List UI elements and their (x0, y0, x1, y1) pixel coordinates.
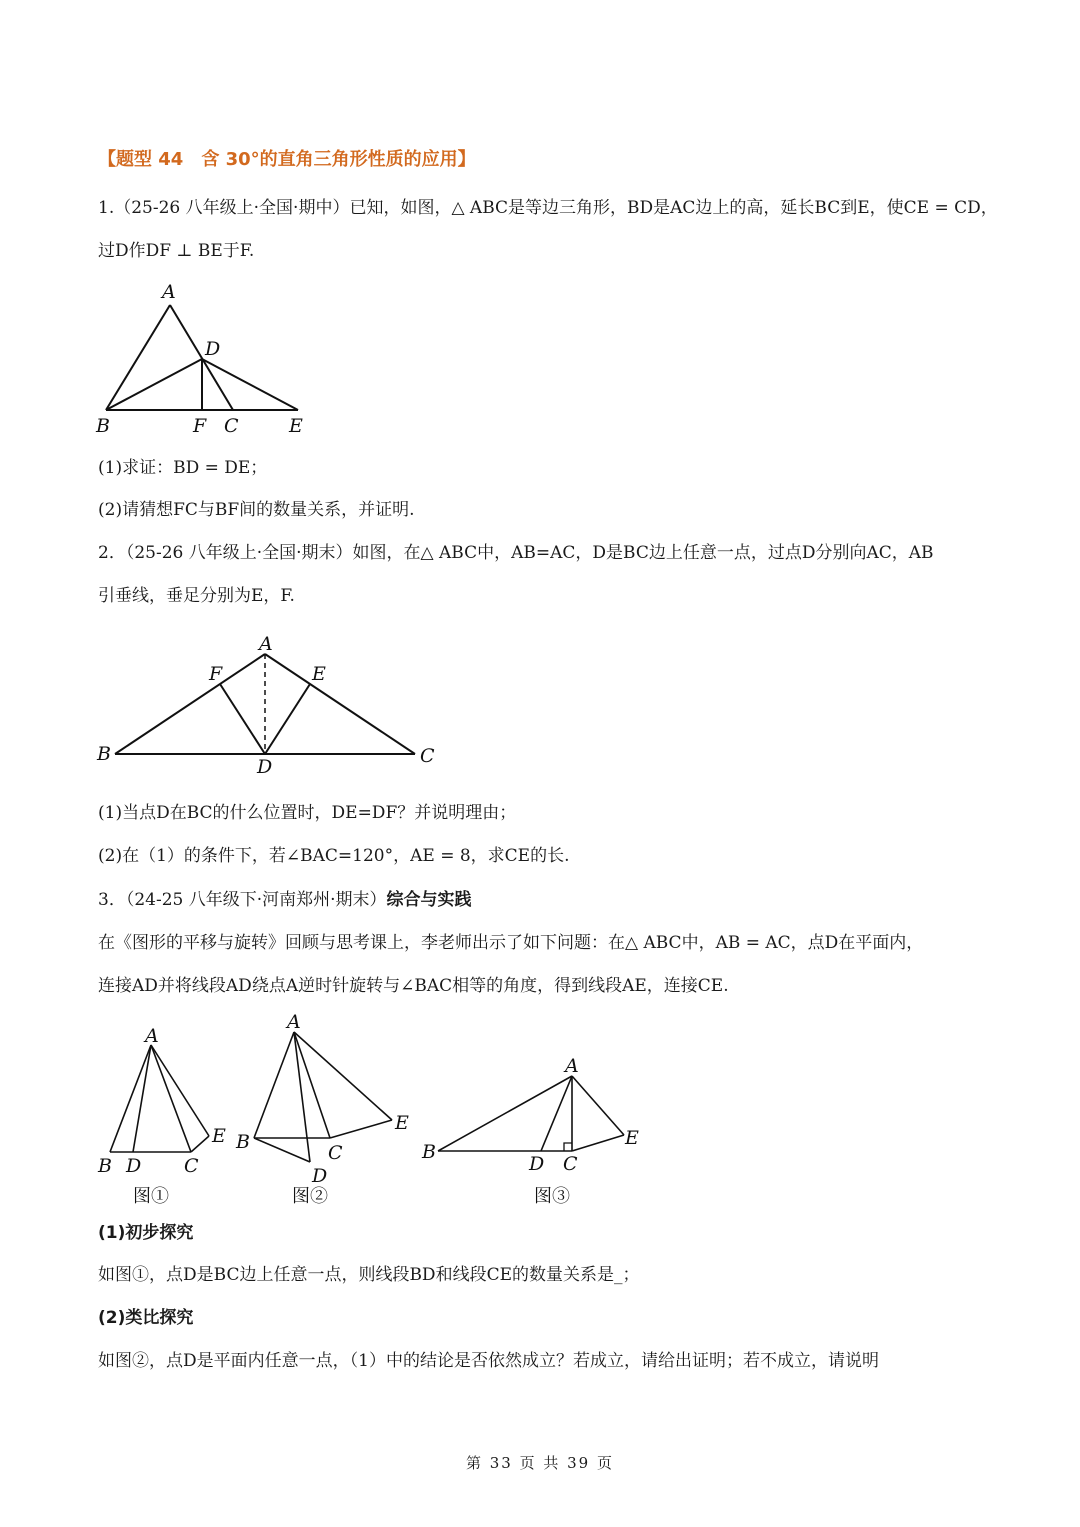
q1-label-f: F (193, 415, 207, 437)
q1-label-c: C (224, 415, 239, 437)
q1-part2: (2)请猜想FC与BF间的数量关系，并证明. (98, 500, 415, 520)
q3f3-right-angle-mark (564, 1143, 572, 1151)
q3-stem-line1: 在《图形的平移与旋转》回顾与思考课上，李老师出示了如下问题：在△ ABC中，AB = AC，点D在平面内， (98, 933, 924, 953)
q1-edge-de (202, 359, 298, 410)
q3f3-label-a: A (565, 1055, 579, 1077)
q3-part1-text: 如图①，点D是BC边上任意一点，则线段BD和线段CE的数量关系是_； (98, 1265, 640, 1285)
q2-edge-df (220, 684, 265, 754)
q3f2-label-e: E (395, 1112, 409, 1134)
q3-part1-title: (1)初步探究 (98, 1223, 194, 1243)
q2-figure (95, 630, 445, 778)
q2-edge-ab (115, 654, 265, 754)
q3f1-label-d: D (126, 1155, 142, 1177)
q1-part1: (1)求证：BD = DE； (98, 458, 268, 478)
q2-part1: (1)当点D在BC的什么位置时，DE=DF？并说明理由； (98, 803, 517, 823)
q2-edge-de (265, 684, 310, 754)
q3f1-label-c: C (184, 1155, 199, 1177)
q2-part2: (2)在（1）的条件下，若∠BAC=120°，AE = 8，求CE的长. (98, 846, 570, 866)
q3f1-label-a: A (145, 1025, 159, 1047)
q3f2-edge-ab (254, 1032, 294, 1138)
q3f3-caption: 图③ (534, 1186, 570, 1207)
q3-stem-line2: 连接AD并将线段AD绕点A逆时针旋转与∠BAC相等的角度，得到线段AE，连接CE. (98, 976, 729, 996)
q2-label-b: B (97, 743, 111, 765)
q3f1-label-b: B (98, 1155, 112, 1177)
q3f2-edge-ad (294, 1032, 310, 1162)
q3f2-label-a: A (287, 1011, 301, 1033)
q3-header (98, 887, 984, 913)
q1-figure (95, 280, 315, 440)
q3-figure-2 (230, 1010, 420, 1215)
q1-stem-line2: 过D作DF ⊥ BE于F. (98, 241, 255, 261)
q3f3-edge-ad (541, 1076, 572, 1151)
q3f3-label-c: C (563, 1153, 578, 1175)
q3f2-label-d: D (312, 1165, 328, 1187)
q3f3-edge-ab (438, 1076, 572, 1151)
q3f1-caption: 图① (133, 1186, 169, 1207)
q2-label-a: A (259, 633, 273, 655)
q1-stem-line1: 1.（25-26 八年级上·全国·期中）已知，如图，△ ABC是等边三角形，BD是AC边上的高，延长BC到E，使CE = CD， (98, 198, 998, 218)
q2-edge-ac (265, 654, 415, 754)
q3f2-caption: 图② (292, 1186, 328, 1207)
page-footer: 第 33 页 共 39 页 (465, 1454, 614, 1472)
q3f3-label-b: B (422, 1141, 436, 1163)
q1-label-e: E (289, 415, 303, 437)
q1-edge-ab (106, 305, 170, 410)
q3f3-edge-ae (572, 1076, 624, 1135)
q1-label-a: A (162, 281, 176, 303)
q3-part2-text: 如图②，点D是平面内任意一点，（1）中的结论是否依然成立？若成立，请给出证明；若不成立，请说明 (98, 1351, 879, 1371)
q1-label-d: D (205, 338, 221, 360)
q3f2-edge-ce (330, 1120, 392, 1138)
q3f3-label-e: E (625, 1127, 639, 1149)
q2-label-f: F (209, 663, 223, 685)
q3f1-edge-ad (133, 1045, 151, 1152)
q3f2-edge-bd (254, 1138, 310, 1162)
q2-stem-line1: 2．（25-26 八年级上·全国·期末）如图，在△ ABC中，AB=AC，D是BC边上任意一点，过点D分别向AC，AB (98, 543, 934, 563)
q3f3-edge-ce (572, 1135, 624, 1151)
q2-label-c: C (420, 745, 435, 767)
q3f1-edge-ce (191, 1136, 209, 1152)
q3-part2-title: (2)类比探究 (98, 1308, 194, 1328)
q3f2-label-c: C (328, 1142, 343, 1164)
q3-header-bold: 综合与实践 (386, 890, 472, 910)
q2-label-e: E (312, 663, 326, 685)
q3f3-label-d: D (529, 1153, 545, 1175)
q2-stem-line2: 引垂线，垂足分别为E，F. (98, 586, 295, 606)
q3f2-label-b: B (236, 1131, 250, 1153)
q3f1-edge-ab (110, 1045, 151, 1152)
q3-header-prefix: 3．（24-25 八年级下·河南郑州·期末） (98, 890, 387, 910)
q3f1-label-e: E (212, 1125, 226, 1147)
q3-figure-3 (420, 1050, 650, 1215)
q1-label-b: B (96, 415, 110, 437)
section-title: 【题型 44 含 30°的直角三角形性质的应用】 (98, 149, 476, 170)
q2-label-d: D (257, 756, 273, 778)
q3-figure-1 (95, 1020, 235, 1215)
